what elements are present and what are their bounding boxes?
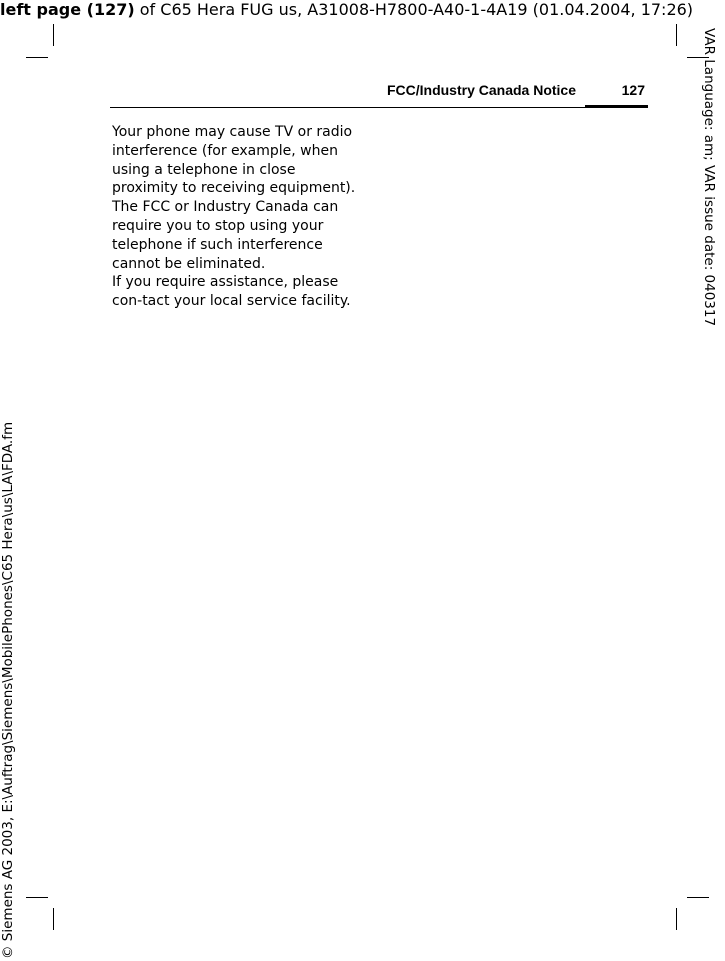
header-rule xyxy=(110,107,648,108)
crop-mark-bottom-right-h xyxy=(687,897,709,898)
section-title: FCC/Industry Canada Notice xyxy=(386,82,576,98)
crop-mark-bottom-left-v xyxy=(53,908,54,930)
crop-mark-top-right-v xyxy=(676,24,677,46)
crop-mark-top-left-v xyxy=(53,24,54,46)
paragraph-assistance: If you require assistance, please con-tact your local service facility. xyxy=(112,274,351,310)
document-info-line xyxy=(0,0,700,20)
var-language-note: VAR Language: am; VAR issue date: 040317 xyxy=(701,28,717,327)
file-path-note: © Siemens AG 2003, E:\Auftrag\Siemens\MobilePhones\C65 Hera\us\LA\FDA.fm xyxy=(0,421,16,959)
crop-mark-bottom-left-h xyxy=(26,897,48,898)
page-number: 127 xyxy=(621,82,645,98)
page-header xyxy=(110,74,648,108)
paragraph-interference: Your phone may cause TV or radio interference (for example, when using a telephone in close proximity to receiving equipment). The FCC or Industry Canada can require you to stop using your telephone if such interference cannot be eliminated. xyxy=(112,124,356,272)
crop-mark-top-left-h xyxy=(26,57,48,58)
header-page-tab xyxy=(585,105,648,108)
document-info-text: of C65 Hera FUG us, A31008-H7800-A40-1-4A19 (01.04.2004, 17:26) xyxy=(134,0,694,19)
body-text xyxy=(112,123,362,311)
page-position-label: left page (127) xyxy=(0,0,135,19)
crop-mark-bottom-right-v xyxy=(676,908,677,930)
